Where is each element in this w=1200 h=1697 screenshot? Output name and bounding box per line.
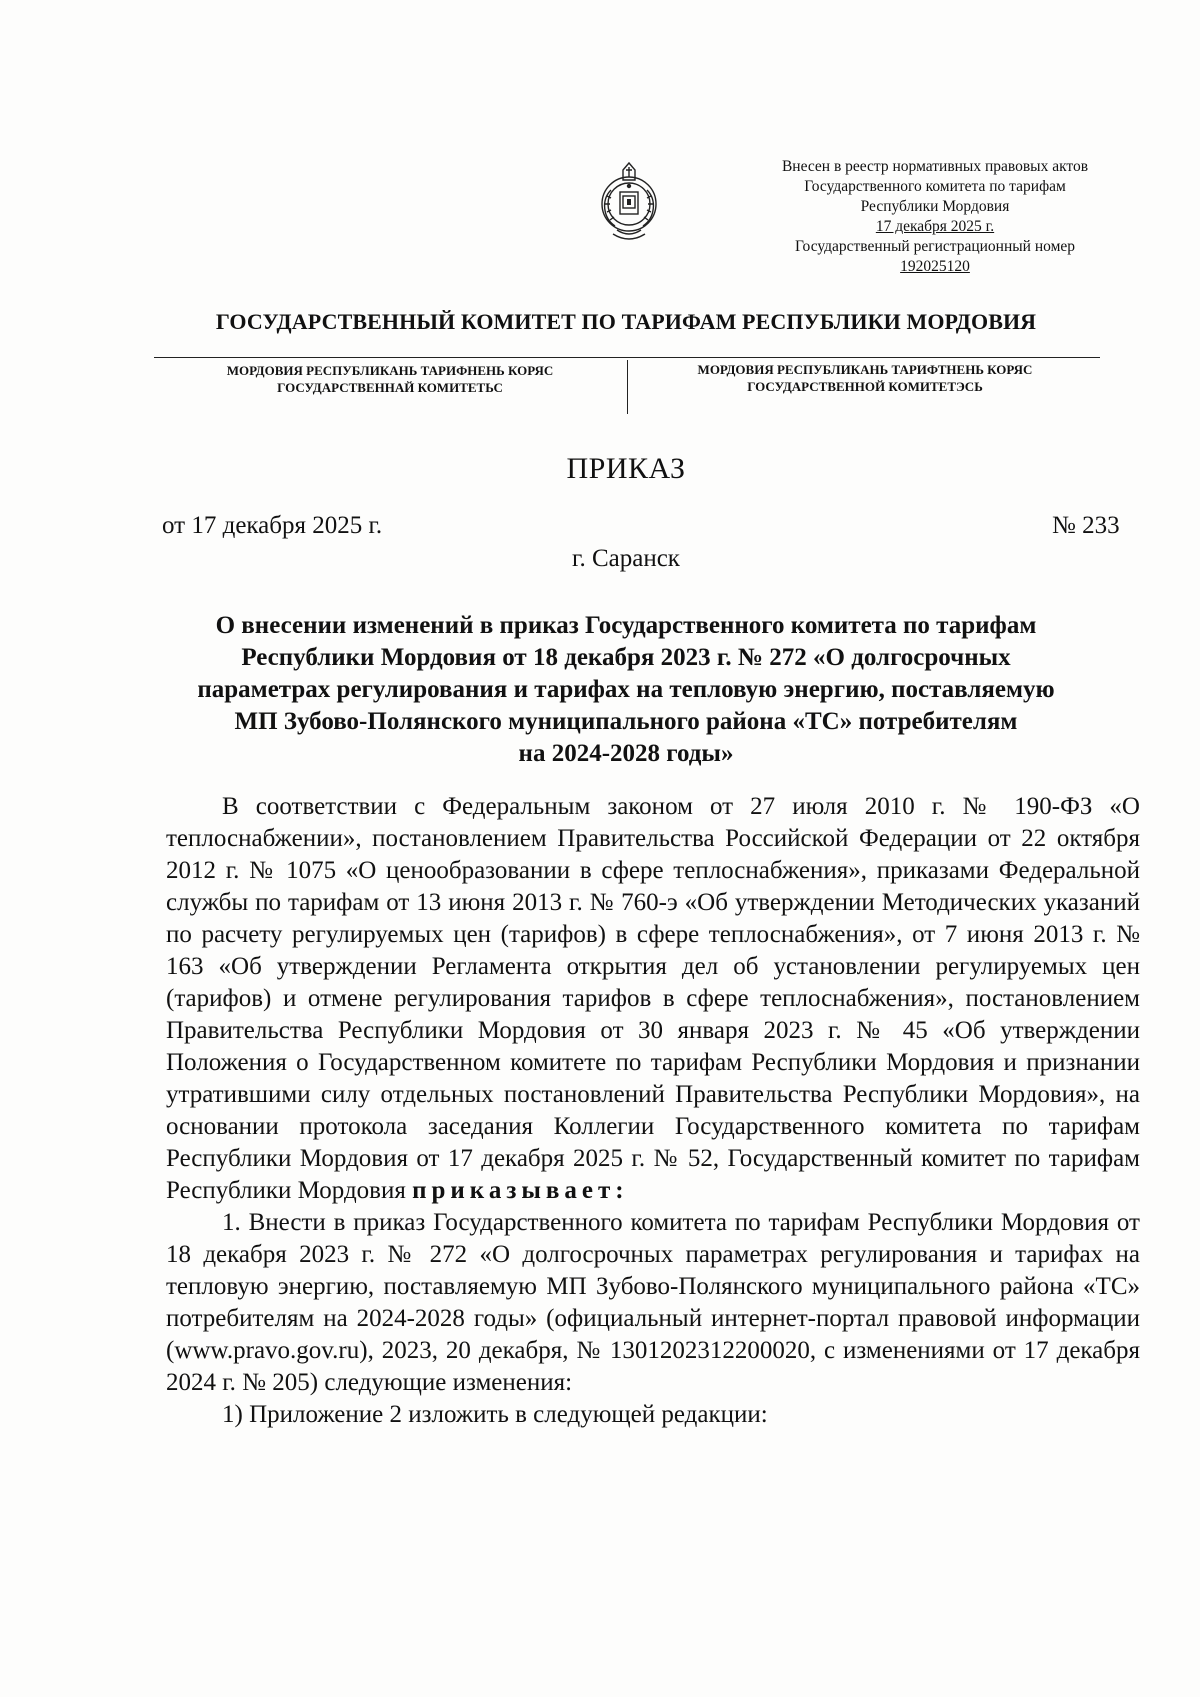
- document-number: № 233: [1052, 512, 1120, 539]
- registry-line: Государственный регистрационный номер: [794, 238, 1076, 255]
- registry-line: Внесен в реестр нормативных правовых актов: [781, 158, 1089, 175]
- item-1-paragraph: 1. Внести в приказ Государственного комитета по тарифам Республики Мордовия от 18 декабря 2023 г. № 272 «О долгосрочных параметрах регулирования и тарифах на тепловую энергию, поставляемую МП Зубово-Полянского муниципального района «ТС» потребителям на 2024-2028 годы» (официальный интернет-портал правовой информации (www.pravo.gov.ru), 2023, 20 декабря, № 1301202312200020, с изменениями от 17 декабря 2024 г. № 205) следующие изменения:: [166, 1209, 1140, 1396]
- document-date: от 17 декабря 2025 г.: [162, 512, 383, 539]
- preamble-paragraph: [166, 791, 1140, 1207]
- coat-of-arms-emblem: [593, 160, 665, 242]
- registry-number: 192025120: [900, 258, 970, 275]
- header-divider: [154, 357, 1100, 358]
- heading-line: Республики Мордовия от 18 декабря 2023 г. № 272 «О долгосрочных: [241, 644, 1011, 671]
- orders-word: приказывает:: [412, 1177, 629, 1204]
- header-left-line: ГОСУДАРСТВЕННАЙ КОМИТЕТЬС: [277, 380, 503, 395]
- item-1-subitem-1: 1) Приложение 2 изложить в следующей редакции:: [222, 1401, 768, 1428]
- document-heading: [150, 610, 1102, 770]
- header-left-column: [160, 362, 620, 396]
- header-right-line: ГОСУДАРСТВЕННОЙ КОМИТЕТЭСЬ: [747, 379, 983, 394]
- organization-title: ГОСУДАРСТВЕННЫЙ КОМИТЕТ ПО ТАРИФАМ РЕСПУБЛИКИ МОРДОВИЯ: [215, 309, 1037, 334]
- registry-line: Республики Мордовия: [860, 198, 1010, 215]
- column-divider: [627, 360, 628, 414]
- heading-line: МП Зубово-Полянского муниципального района «ТС» потребителям: [234, 708, 1018, 735]
- header-left-line: МОРДОВИЯ РЕСПУБЛИКАНЬ ТАРИФНЕНЬ КОРЯС: [226, 363, 554, 378]
- heading-line: параметрах регулирования и тарифах на тепловую энергию, поставляемую: [197, 676, 1055, 703]
- header-right-column: [635, 361, 1095, 395]
- preamble-text: В соответствии с Федеральным законом от 27 июля 2010 г. № 190-ФЗ «О теплоснабжении», постановлением Правительства Российской Федерации от 22 октября 2012 г. № 1075 «О ценообразовании в сфере теплоснабжения», приказами Федеральной службы по тарифам от 13 июня 2013 г. № 760-э «Об утверждении Методических указаний по расчету регулируемых цен (тарифов) в сфере теплоснабжения», от 7 июня 2013 г. № 163 «Об утверждении Регламента открытия дел об установлении регулируемых цен (тарифов) и отмене регулирования тарифов в сфере теплоснабжения», постановлением Правительства Республики Мордовия от 30 января 2023 г. № 45 «Об утверждении Положения о Государственном комитете по тарифам Республики Мордовия и признании утратившими силу отдельных постановлений Правительства Республики Мордовия», на основании протокола заседания Коллегии Государственного комитета по тарифам Республики Мордовия от 17 декабря 2025 г. № 52, Государственный комитет по тарифам Республики Мордовия: [166, 793, 1140, 1204]
- document-body: [166, 791, 1140, 1431]
- heading-line: О внесении изменений в приказ Государственного комитета по тарифам: [215, 612, 1037, 639]
- registry-stamp: [735, 157, 1135, 277]
- registry-date: 17 декабря 2025 г.: [875, 218, 995, 235]
- document-city: г. Саранск: [572, 545, 680, 572]
- heading-line: на 2024-2028 годы»: [518, 740, 734, 767]
- document-type: ПРИКАЗ: [566, 452, 686, 485]
- registry-line: Государственного комитета по тарифам: [804, 178, 1066, 195]
- header-right-line: МОРДОВИЯ РЕСПУБЛИКАНЬ ТАРИФТНЕНЬ КОРЯС: [697, 362, 1033, 377]
